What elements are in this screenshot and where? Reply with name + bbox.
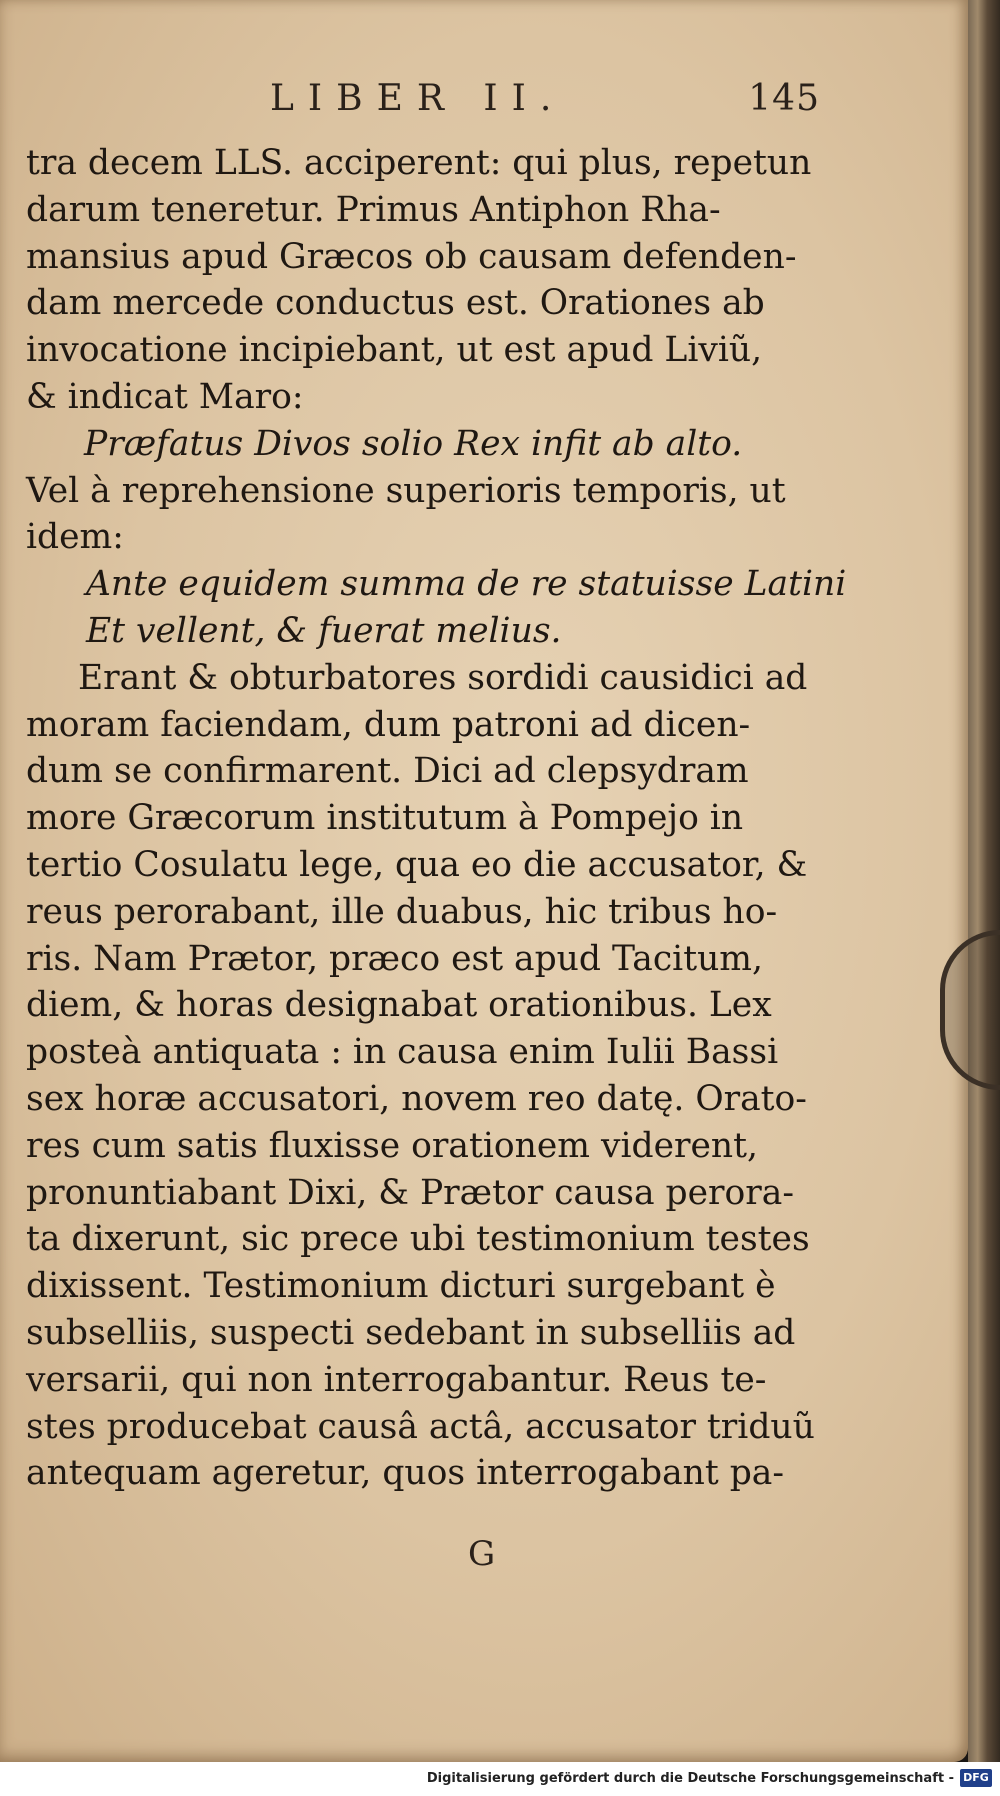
text-line: Vel à reprehensione superioris temporis, ut <box>26 470 786 511</box>
text-line: ris. Nam Prætor, præco est apud Tacitum, <box>26 938 763 979</box>
text-line: antequam ageretur, quos interrogabant pa- <box>26 1453 785 1494</box>
signature-mark: G <box>468 1534 496 1574</box>
verse-quotation: Præfatus Divos solio Rex infit ab alto. <box>84 423 743 464</box>
text-line: pronuntiabant Dixi, & Prætor causa perora- <box>26 1172 795 1213</box>
text-line: dixissent. Testimonium dicturi surgebant è <box>26 1266 776 1307</box>
text-line: more Græcorum institutum à Pompejo in <box>26 798 744 839</box>
paragraph-start-line: Erant & obturbatores sordidi causidici ad <box>78 657 808 698</box>
text-line: stes producebat causâ actâ, accusator triduũ <box>26 1406 815 1447</box>
text-line: & indicat Maro: <box>26 376 304 417</box>
verse-quotation: Et vellent, & fuerat melius. <box>86 610 562 651</box>
text-line: res cum satis fluxisse orationem viderent, <box>26 1125 758 1166</box>
page-header <box>270 78 820 126</box>
text-line: subselliis, suspecti sedebant in subselliis ad <box>26 1312 796 1353</box>
body-text <box>26 140 847 1497</box>
text-line: reus perorabant, ille duabus, hic tribus ho- <box>26 891 778 932</box>
page-edge <box>968 0 1000 1762</box>
text-line: posteà antiquata : in causa enim Iulii Bassi <box>26 1032 779 1073</box>
text-line: diem, & horas designabat orationibus. Lex <box>26 985 772 1026</box>
footer-bar <box>0 1762 1000 1796</box>
page-number: 145 <box>748 78 820 119</box>
text-line: mansius apud Græcos ob causam defenden- <box>26 236 797 277</box>
text-line: sex horæ accusatori, novem reo datę. Orato- <box>26 1078 807 1119</box>
text-line: dum se confirmarent. Dici ad clepsydram <box>26 751 749 792</box>
verse-quotation: Ante equidem summa de re statuisse Latini <box>86 564 847 605</box>
text-line: tertio Cosulatu lege, qua eo die accusator, & <box>26 844 808 885</box>
funding-credit: Digitalisierung gefördert durch die Deutsche Forschungsgemeinschaft - <box>426 1771 954 1786</box>
text-line: tra decem LLS. acciperent: qui plus, repetun <box>26 143 812 183</box>
text-line: versarii, qui non interrogabantur. Reus te- <box>26 1359 767 1400</box>
text-line: idem: <box>26 517 124 558</box>
running-head: LIBER II. <box>270 78 566 119</box>
text-line: darum teneretur. Primus Antiphon Rha- <box>26 189 721 230</box>
dfg-logo-icon: DFG <box>960 1769 992 1787</box>
text-line: ta dixerunt, sic prece ubi testimonium testes <box>26 1219 810 1260</box>
text-line: invocatione incipiebant, ut est apud Liviũ, <box>26 330 763 371</box>
text-line: moram faciendam, dum patroni ad dicen- <box>26 704 751 745</box>
text-line: dam mercede conductus est. Orationes ab <box>26 283 765 324</box>
